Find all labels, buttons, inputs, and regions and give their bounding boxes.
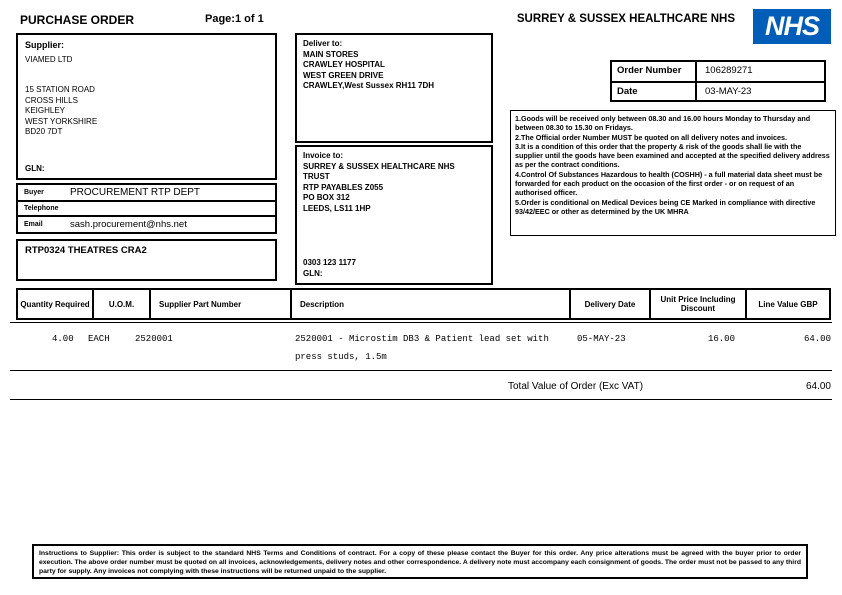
document-title: PURCHASE ORDER — [20, 13, 135, 27]
supplier-box — [16, 33, 277, 180]
table-rule-bottom — [10, 399, 832, 400]
nhs-logo: NHS — [753, 9, 831, 44]
item-unit-price: 16.00 — [707, 334, 735, 344]
invoice-to-line: PO BOX 312 — [303, 193, 350, 202]
condition-item: 4.Control Of Substances Hazardous to health (COSHH) - a full material data sheet must be forwarded for each product on the occasion of the first order - or on request of an authorised officer. — [515, 169, 823, 198]
col-header-description: Description — [290, 288, 571, 320]
deliver-to-box — [295, 33, 493, 143]
supplier-gln-label: GLN: — [25, 164, 45, 173]
invoice-to-line: LEEDS, LS11 1HP — [303, 203, 371, 213]
col-header-line-value: Line Value GBP — [745, 288, 831, 320]
order-number-value: 106289271 — [705, 65, 753, 76]
order-reference: RTP0324 THEATRES CRA2 — [25, 245, 147, 256]
supplier-address — [25, 85, 268, 138]
supplier-instructions-box — [32, 544, 808, 579]
table-rule-top — [10, 322, 832, 323]
order-reference-box — [16, 239, 277, 281]
buyer-row — [18, 185, 275, 202]
telephone-label: Telephone — [24, 205, 59, 212]
condition-item: 3.It is a condition of this order that the property & risk of the goods shall lie with the supplier until the goods have been examined and accepted at the specified delivery address as per the contract conditions. — [515, 141, 830, 170]
supplier-name: VIAMED LTD — [25, 55, 73, 64]
trust-name: SURREY & SUSSEX HEALTHCARE NHS — [516, 13, 735, 25]
invoice-to-line: TRUST — [303, 172, 330, 181]
email-row — [18, 217, 275, 234]
email-label: Email — [24, 221, 43, 228]
item-quantity: 4.00 — [52, 334, 74, 344]
invoice-gln-label: GLN: — [303, 268, 323, 278]
deliver-to-line: CRAWLEY,West Sussex RH11 7DH — [303, 81, 435, 90]
supplier-address-line: WEST YORKSHIRE — [25, 116, 98, 126]
item-uom: EACH — [88, 334, 110, 344]
supplier-instructions-text: Instructions to Supplier: This order is subject to the standard NHS Terms and Conditions of contract. For a copy of these please contact the Buyer for this order. Any price alterations must be agreed with the buyer prior to order execution. The above order number must be quoted on all invoices, acknowledgements, delivery notes and other correspondence. A delivery note must accompany each consignment of goods. The order must not be passed to any third party for supply. Any invoices not complying with these instructions will be returned unpaid to the supplier. — [39, 550, 801, 576]
buyer-value: PROCUREMENT RTP DEPT — [70, 187, 201, 198]
item-description-line1: 2520001 - Microstim DB3 & Patient lead set with — [295, 334, 549, 344]
telephone-row — [18, 202, 275, 217]
email-value: sash.procurement@nhs.net — [70, 219, 187, 230]
condition-item: 2.The Official order Number MUST be quoted on all delivery notes and invoices. — [515, 132, 787, 142]
condition-item: 1.Goods will be received only between 08.30 and 16.00 hours Monday to Thursday and between 08.30 to 15.30 on Fridays. — [515, 114, 811, 133]
col-header-unit-price: Unit Price Including Discount — [649, 288, 747, 320]
item-line-value: 64.00 — [803, 334, 831, 344]
supplier-address-line: BD20 7DT — [25, 127, 63, 136]
page-indicator — [205, 13, 264, 25]
item-part-number: 2520001 — [135, 334, 173, 344]
col-header-quantity: Quantity Required — [16, 288, 94, 320]
item-delivery-date: 05-MAY-23 — [577, 334, 626, 344]
order-date-value: 03-MAY-23 — [705, 86, 752, 97]
items-table-header — [16, 288, 831, 320]
supplier-address-line: KEIGHLEY — [25, 106, 66, 115]
order-date-row — [612, 81, 824, 100]
col-header-delivery-date: Delivery Date — [569, 288, 651, 320]
buyer-label: Buyer — [24, 189, 44, 196]
invoice-to-label: Invoice to: — [303, 151, 344, 160]
order-number-label: Order Number — [612, 62, 697, 81]
supplier-label: Supplier: — [25, 40, 65, 50]
col-header-part-number: Supplier Part Number — [149, 288, 292, 320]
order-date-label: Date — [612, 83, 697, 100]
item-description-line2: press studs, 1.5m — [295, 352, 387, 362]
invoice-contact — [303, 258, 356, 279]
supplier-address-line: CROSS HILLS — [25, 95, 78, 105]
invoice-phone: 0303 123 1177 — [303, 258, 356, 267]
page-value: 1 of 1 — [234, 13, 264, 25]
order-info-table — [610, 60, 826, 102]
deliver-to-line: WEST GREEN DRIVE — [303, 70, 384, 80]
deliver-to-label: Deliver to: — [303, 39, 343, 48]
conditions-box — [510, 110, 836, 236]
col-header-uom: U.O.M. — [92, 288, 151, 320]
buyer-table — [16, 183, 277, 234]
invoice-to-line: RTP PAYABLES Z055 — [303, 182, 384, 192]
order-number-row — [612, 62, 824, 81]
total-label: Total Value of Order (Exc VAT) — [508, 381, 644, 392]
invoice-to-line: SURREY & SUSSEX HEALTHCARE NHS — [303, 161, 455, 171]
supplier-address-line: 15 STATION ROAD — [25, 85, 95, 94]
table-rule-middle — [10, 370, 832, 371]
invoice-to-box — [295, 145, 493, 285]
deliver-to-line: MAIN STORES — [303, 49, 359, 59]
page-label: Page: — [205, 13, 235, 25]
deliver-to-line: CRAWLEY HOSPITAL — [303, 60, 385, 69]
total-value: 64.00 — [805, 381, 831, 392]
condition-item: 5.Order is conditional on Medical Devices being CE Marked in compliance with directive 93/42/EEC or other as determined by the UK MHRA — [515, 197, 816, 216]
